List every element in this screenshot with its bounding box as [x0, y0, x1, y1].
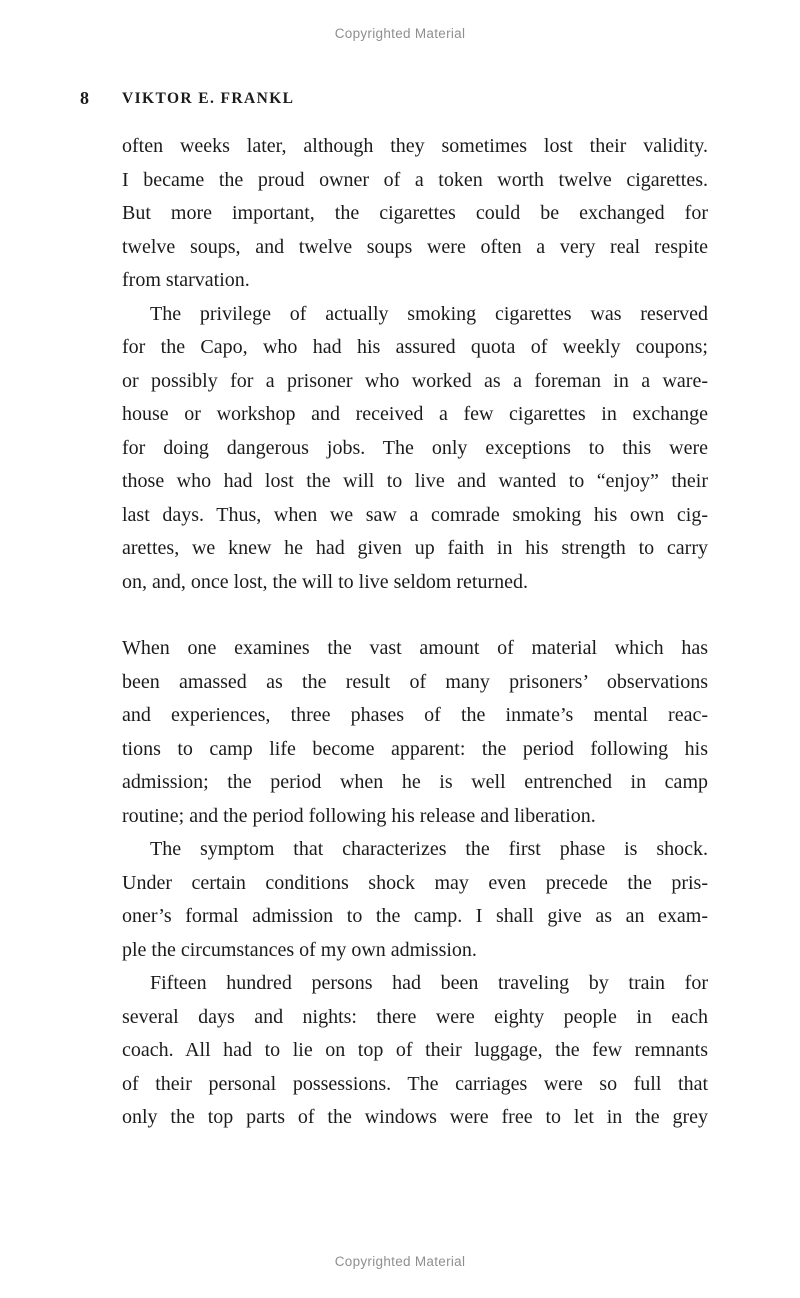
text-line: those who had lost the will to live and wanted to “enjoy” their: [122, 470, 708, 492]
text-line: routine; and the period following his release and liberation.: [122, 804, 596, 827]
page-header: [0, 88, 800, 110]
text-line: for the Capo, who had his assured quota of weekly coupons;: [122, 336, 708, 358]
text-line: tions to camp life become apparent: the period following his: [122, 737, 708, 760]
text-line: oner’s formal admission to the camp. I shall give as an exam-: [122, 905, 708, 927]
paragraph: [122, 130, 708, 298]
text-line: often weeks later, although they sometimes lost their validity.: [122, 135, 708, 157]
text-line: But more important, the cigarettes could be exchanged for: [122, 202, 708, 224]
page-number: 8: [80, 88, 89, 108]
text-line: coach. All had to lie on top of their luggage, the few remnants: [122, 1039, 708, 1061]
text-section: [122, 130, 708, 599]
text-line: of their personal possessions. The carriages were so full that: [122, 1072, 708, 1095]
text-line: several days and nights: there were eighty people in each: [122, 1005, 708, 1028]
text-line: or possibly for a prisoner who worked as a foreman in a ware-: [122, 369, 708, 392]
paragraph: [122, 833, 708, 967]
running-header-author: VIKTOR E. FRANKL: [122, 90, 295, 107]
text-line: and experiences, three phases of the inmate’s mental reac-: [122, 704, 708, 726]
text-line: last days. Thus, when we saw a comrade smoking his own cig-: [122, 503, 708, 526]
text-line: ple the circumstances of my own admission.: [122, 938, 477, 961]
paragraph: [122, 967, 708, 1135]
text-line: been amassed as the result of many prisoners’ observations: [122, 670, 708, 693]
paragraph: [122, 632, 708, 833]
copyright-notice-top: Copyrighted Material: [334, 26, 466, 41]
text-line: twelve soups, and twelve soups were often a very real respite: [122, 235, 708, 258]
text-line: I became the proud owner of a token worth twelve cigarettes.: [122, 168, 708, 191]
text-line: on, and, once lost, the will to live seldom returned.: [122, 570, 529, 593]
text-line: house or workshop and received a few cigarettes in exchange: [122, 403, 708, 425]
text-line: admission; the period when he is well entrenched in camp: [122, 771, 708, 793]
paragraph: [122, 298, 708, 600]
text-section: [122, 632, 708, 1135]
text-line: arettes, we knew he had given up faith in his strength to carry: [122, 537, 708, 559]
body-text: [122, 130, 708, 1135]
text-line: from starvation.: [122, 269, 250, 291]
text-line: When one examines the vast amount of material which has: [122, 637, 708, 659]
text-line: The privilege of actually smoking cigarettes was reserved: [150, 302, 708, 325]
copyright-notice-bottom: Copyrighted Material: [334, 1254, 466, 1269]
text-line: Under certain conditions shock may even precede the pris-: [122, 871, 708, 894]
text-line: The symptom that characterizes the first phase is shock.: [150, 838, 708, 860]
text-line: Fifteen hundred persons had been traveling by train for: [150, 972, 708, 994]
text-line: only the top parts of the windows were free to let in the grey: [122, 1106, 708, 1128]
text-line: for doing dangerous jobs. The only exceptions to this were: [122, 436, 708, 459]
